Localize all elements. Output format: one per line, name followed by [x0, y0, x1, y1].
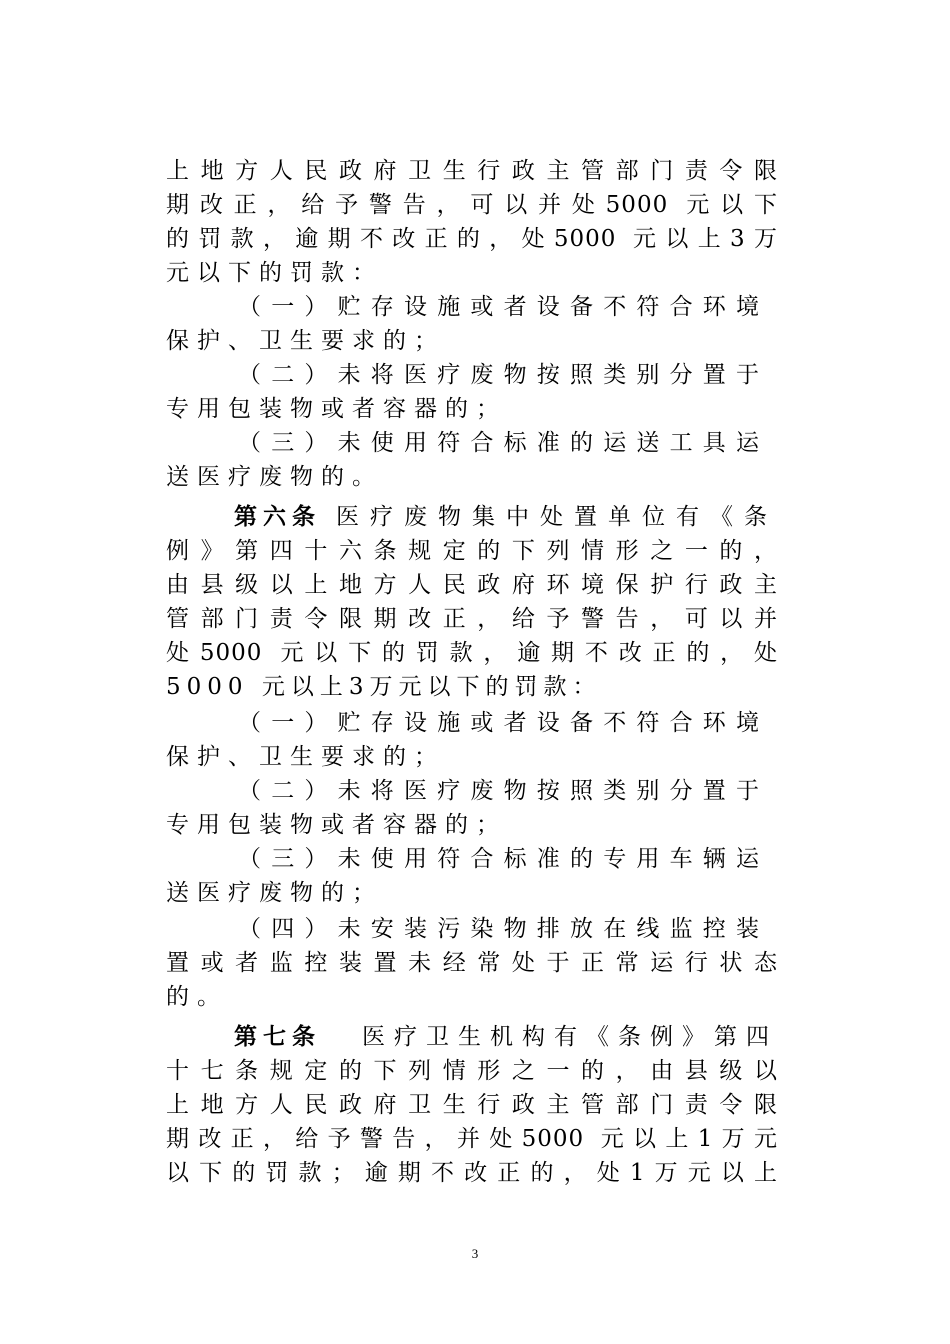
- article-six-label: 第六条: [234, 503, 321, 530]
- text-line: （一）贮存设施或者设备不符合环境: [238, 294, 760, 320]
- text-line: 上地方人民政府卫生行政主管部门责令限: [166, 1092, 778, 1118]
- text-line: 保护、卫生要求的；: [166, 328, 445, 354]
- text-line: 上地方人民政府卫生行政主管部门责令限: [166, 158, 778, 184]
- text-line: （三）未使用符合标准的专用车辆运: [238, 846, 760, 872]
- text-line: 元以下的罚款：: [166, 260, 383, 286]
- text-line: 置或者监控装置未经常处于正常运行状态: [166, 950, 778, 976]
- text-line: 送医疗废物的；: [166, 880, 383, 906]
- text-line: 医疗废物集中处置单位有《条: [336, 504, 778, 530]
- text-line: 的罚款，逾期不改正的，处5000 元以上3万: [166, 226, 778, 252]
- text-line: （二）未将医疗废物按照类别分置于: [238, 778, 760, 804]
- article-six-heading: [234, 500, 778, 534]
- text-line: 保护、卫生要求的；: [166, 744, 445, 770]
- text-line: 5000 元以上3万元以下的罚款：: [166, 674, 602, 700]
- text-line: 管部门责令限期改正，给予警告，可以并: [166, 606, 778, 632]
- text-line: 专用包装物或者容器的；: [166, 396, 507, 422]
- text-line: （四）未安装污染物排放在线监控装: [238, 916, 760, 942]
- text-line: （三）未使用符合标准的运送工具运: [238, 430, 760, 456]
- text-line: 十七条规定的下列情形之一的，由县级以: [166, 1058, 778, 1084]
- text-line: 以下的罚款；逾期不改正的，处1万元以上: [166, 1160, 778, 1186]
- page-number: 3: [471, 1246, 479, 1261]
- text-line: 专用包装物或者容器的；: [166, 812, 507, 838]
- text-line: 例》第四十六条规定的下列情形之一的，: [166, 538, 778, 564]
- text-line: （二）未将医疗废物按照类别分置于: [238, 362, 760, 388]
- text-line: 期改正，给予警告，并处5000 元以上1万元: [166, 1126, 778, 1152]
- text-line: 期改正，给予警告，可以并处5000 元以下: [166, 192, 778, 218]
- text-line: 处5000 元以下的罚款，逾期不改正的，处: [166, 640, 778, 666]
- text-line: 由县级以上地方人民政府环境保护行政主: [166, 572, 778, 598]
- text-line: 医疗卫生机构有《条例》第四: [362, 1024, 778, 1050]
- text-line: 的。: [166, 984, 228, 1010]
- text-line: 送医疗废物的。: [166, 464, 383, 490]
- text-line: （一）贮存设施或者设备不符合环境: [238, 710, 760, 736]
- article-seven-heading: [234, 1020, 778, 1054]
- article-seven-label: 第七条: [234, 1023, 321, 1050]
